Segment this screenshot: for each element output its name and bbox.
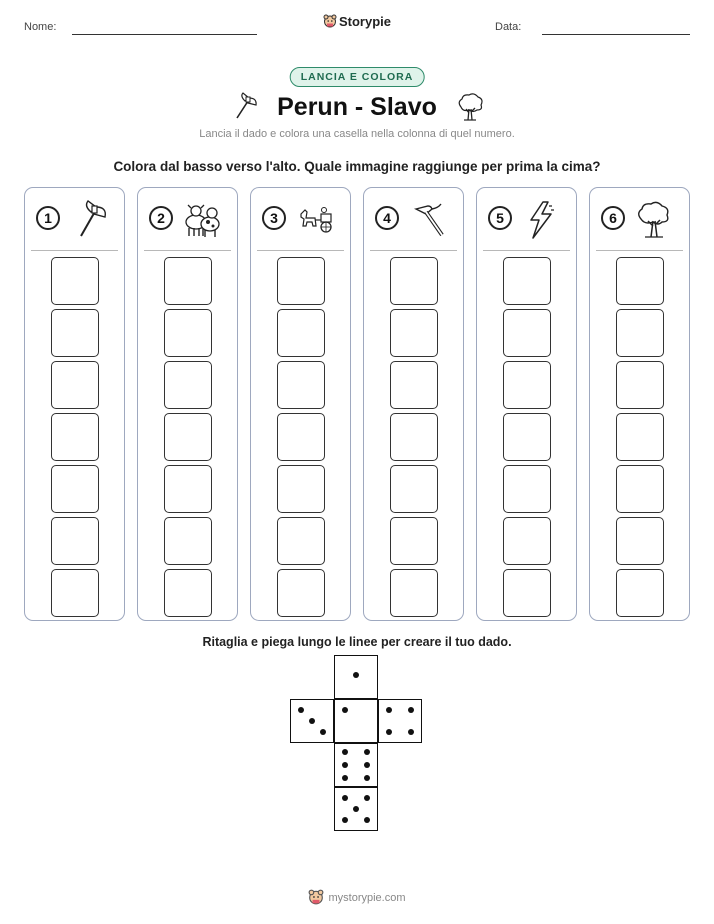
color-cell[interactable]: [390, 465, 438, 513]
column-5: [476, 187, 577, 621]
color-cell[interactable]: [616, 465, 664, 513]
color-cell[interactable]: [51, 257, 99, 305]
activity-badge: LANCIA E COLORA: [290, 67, 425, 87]
die-pip: [342, 775, 348, 781]
die-pip: [298, 707, 304, 713]
die-face-1: [334, 655, 378, 699]
color-cell[interactable]: [390, 257, 438, 305]
color-cell[interactable]: [277, 569, 325, 617]
die-pip: [342, 749, 348, 755]
color-cell[interactable]: [164, 465, 212, 513]
color-cell[interactable]: [51, 517, 99, 565]
column-header: [590, 188, 689, 250]
race-columns: [24, 187, 690, 623]
color-cell[interactable]: [616, 361, 664, 409]
page-title: Perun - Slavo: [277, 92, 437, 121]
color-cell[interactable]: [164, 257, 212, 305]
column-4: [363, 187, 464, 621]
die-pip: [364, 762, 370, 768]
color-cell[interactable]: [616, 309, 664, 357]
column-number: 6: [601, 206, 625, 230]
column-header: [364, 188, 463, 250]
color-cell[interactable]: [390, 569, 438, 617]
die-pip: [386, 707, 392, 713]
column-divider: [144, 250, 231, 251]
horse-cart-icon: [295, 200, 335, 240]
color-cell[interactable]: [164, 569, 212, 617]
cut-instruction: Ritaglia e piega lungo le linee per creare il tuo dado.: [202, 635, 512, 649]
color-cell[interactable]: [503, 413, 551, 461]
die-pip: [364, 775, 370, 781]
color-cell[interactable]: [164, 361, 212, 409]
column-number: 2: [149, 206, 173, 230]
color-cell[interactable]: [390, 361, 438, 409]
title-row: [0, 92, 714, 124]
die-pip: [320, 729, 326, 735]
color-cell[interactable]: [277, 361, 325, 409]
date-field-line[interactable]: [542, 34, 690, 35]
column-divider: [31, 250, 118, 251]
die-face-1: [334, 699, 378, 743]
color-cell[interactable]: [390, 517, 438, 565]
color-cell[interactable]: [390, 413, 438, 461]
color-cell[interactable]: [51, 309, 99, 357]
color-cell[interactable]: [51, 361, 99, 409]
color-cell[interactable]: [164, 517, 212, 565]
column-divider: [257, 250, 344, 251]
die-pip: [342, 707, 348, 713]
column-number: 3: [262, 206, 286, 230]
column-number: 1: [36, 206, 60, 230]
die-pip: [408, 707, 414, 713]
color-cell[interactable]: [503, 361, 551, 409]
color-cell[interactable]: [503, 517, 551, 565]
name-field-line[interactable]: [72, 34, 257, 35]
color-cell[interactable]: [277, 465, 325, 513]
column-number: 5: [488, 206, 512, 230]
column-2: [137, 187, 238, 621]
hammer-icon: [408, 200, 448, 240]
color-cell[interactable]: [51, 465, 99, 513]
column-3: [250, 187, 351, 621]
die-pip: [408, 729, 414, 735]
date-label: Data:: [495, 21, 522, 33]
footer-url[interactable]: mystorypie.com: [328, 892, 406, 904]
storypie-footer-logo-icon: [308, 889, 324, 905]
column-header: [138, 188, 237, 250]
column-header: [25, 188, 124, 250]
die-pip: [342, 817, 348, 823]
color-cell[interactable]: [51, 569, 99, 617]
header: [24, 14, 690, 40]
die-pip: [364, 817, 370, 823]
subtitle: Lancia il dado e colora una casella nella colonna di quel numero.: [199, 128, 515, 140]
color-cell[interactable]: [390, 309, 438, 357]
name-label: Nome:: [24, 21, 57, 33]
die-face-3: [290, 699, 334, 743]
column-6: [589, 187, 690, 621]
color-cell[interactable]: [503, 257, 551, 305]
die-pip: [309, 718, 315, 724]
column-header: [251, 188, 350, 250]
oak-tree-icon: [634, 200, 674, 240]
tree-icon: [455, 92, 485, 122]
color-cell[interactable]: [277, 257, 325, 305]
instruction: Colora dal basso verso l'alto. Quale immagine raggiunge per prima la cima?: [113, 159, 601, 174]
die-pip: [386, 729, 392, 735]
die-pip: [353, 672, 359, 678]
color-cell[interactable]: [616, 569, 664, 617]
die-face-4: [378, 699, 422, 743]
column-divider: [370, 250, 457, 251]
die-face-5: [334, 787, 378, 831]
footer: [0, 889, 714, 905]
storypie-logo-icon: [323, 14, 337, 28]
color-cell[interactable]: [164, 309, 212, 357]
color-cell[interactable]: [277, 413, 325, 461]
color-cell[interactable]: [277, 309, 325, 357]
color-cell[interactable]: [616, 517, 664, 565]
color-cell[interactable]: [277, 517, 325, 565]
die-face-6: [334, 743, 378, 787]
axe-icon: [69, 200, 109, 240]
die-pip: [353, 806, 359, 812]
color-cell[interactable]: [616, 257, 664, 305]
color-cell[interactable]: [503, 569, 551, 617]
column-header: [477, 188, 576, 250]
die-pip: [364, 795, 370, 801]
column-divider: [596, 250, 683, 251]
column-divider: [483, 250, 570, 251]
color-cell[interactable]: [503, 465, 551, 513]
cattle-icon: [182, 200, 222, 240]
color-cell[interactable]: [51, 413, 99, 461]
die-net: [290, 655, 424, 835]
column-number: 4: [375, 206, 399, 230]
die-pip: [364, 749, 370, 755]
column-1: [24, 187, 125, 621]
axe-icon: [229, 92, 259, 122]
lightning-icon: [521, 200, 561, 240]
color-cell[interactable]: [164, 413, 212, 461]
die-pip: [342, 762, 348, 768]
die-pip: [342, 795, 348, 801]
brand: [24, 14, 690, 29]
color-cell[interactable]: [503, 309, 551, 357]
color-cell[interactable]: [616, 413, 664, 461]
brand-name: Storypie: [338, 14, 391, 29]
